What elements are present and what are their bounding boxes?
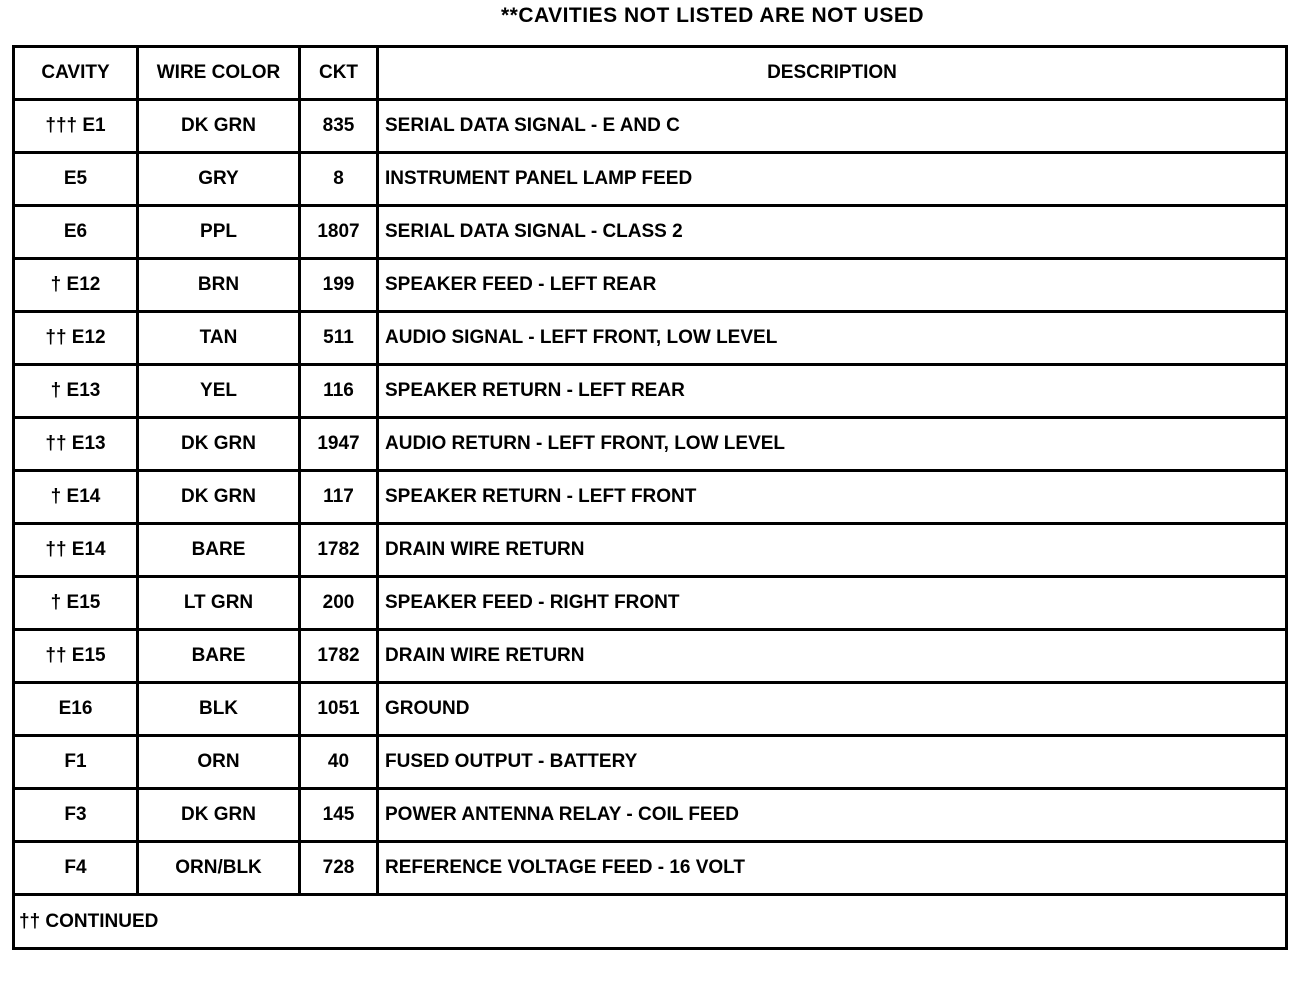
wire-color-cell: DK GRN [138,418,300,471]
header-description: DESCRIPTION [378,47,1287,100]
ckt-cell: 40 [300,736,378,789]
description-cell: SPEAKER RETURN - LEFT FRONT [378,471,1287,524]
cavity-cell: † E14 [14,471,138,524]
cavity-cell: F3 [14,789,138,842]
cavity-cell: †† E12 [14,312,138,365]
wire-color-cell: BARE [138,630,300,683]
table-row [14,418,1287,471]
wire-color-cell: GRY [138,153,300,206]
cavity-cell: F1 [14,736,138,789]
description-cell: REFERENCE VOLTAGE FEED - 16 VOLT [378,842,1287,895]
description-cell: SERIAL DATA SIGNAL - CLASS 2 [378,206,1287,259]
table-row [14,630,1287,683]
table-row [14,789,1287,842]
connector-cavity-table [12,45,1288,950]
table-row [14,153,1287,206]
wire-color-cell: BLK [138,683,300,736]
table-header-row [14,47,1287,100]
ckt-cell: 835 [300,100,378,153]
description-cell: AUDIO RETURN - LEFT FRONT, LOW LEVEL [378,418,1287,471]
cavity-cell: † E13 [14,365,138,418]
wire-color-cell: ORN/BLK [138,842,300,895]
table-row [14,312,1287,365]
wire-color-cell: DK GRN [138,471,300,524]
cavity-cell: †† E13 [14,418,138,471]
table-footer-row [14,895,1287,949]
table-row [14,683,1287,736]
cavity-cell: F4 [14,842,138,895]
ckt-cell: 728 [300,842,378,895]
cavity-cell: † E12 [14,259,138,312]
description-cell: DRAIN WIRE RETURN [378,630,1287,683]
wire-color-cell: TAN [138,312,300,365]
cavity-cell: † E15 [14,577,138,630]
description-cell: INSTRUMENT PANEL LAMP FEED [378,153,1287,206]
ckt-cell: 1807 [300,206,378,259]
ckt-cell: 8 [300,153,378,206]
description-cell: GROUND [378,683,1287,736]
unused-cavities-note: **CAVITIES NOT LISTED ARE NOT USED [500,4,925,27]
table-row [14,736,1287,789]
cavity-cell: †† E14 [14,524,138,577]
wire-color-cell: LT GRN [138,577,300,630]
description-cell: SPEAKER FEED - LEFT REAR [378,259,1287,312]
header-cavity: CAVITY [14,47,138,100]
table-row [14,577,1287,630]
wire-color-cell: YEL [138,365,300,418]
description-cell: FUSED OUTPUT - BATTERY [378,736,1287,789]
wire-color-cell: BARE [138,524,300,577]
wire-color-cell: PPL [138,206,300,259]
description-cell: SERIAL DATA SIGNAL - E AND C [378,100,1287,153]
cavity-cell: E16 [14,683,138,736]
table-row [14,100,1287,153]
description-cell: DRAIN WIRE RETURN [378,524,1287,577]
ckt-cell: 1051 [300,683,378,736]
wire-color-cell: DK GRN [138,100,300,153]
cavity-cell: E6 [14,206,138,259]
cavity-cell: †† E15 [14,630,138,683]
header-ckt: CKT [300,47,378,100]
continued-note: †† CONTINUED [14,895,1287,949]
cavity-cell: ††† E1 [14,100,138,153]
ckt-cell: 1782 [300,524,378,577]
table-row [14,206,1287,259]
header-wire-color: WIRE COLOR [138,47,300,100]
description-cell: AUDIO SIGNAL - LEFT FRONT, LOW LEVEL [378,312,1287,365]
description-cell: POWER ANTENNA RELAY - COIL FEED [378,789,1287,842]
wire-color-cell: ORN [138,736,300,789]
table-row [14,259,1287,312]
table-row [14,365,1287,418]
ckt-cell: 200 [300,577,378,630]
ckt-cell: 199 [300,259,378,312]
ckt-cell: 511 [300,312,378,365]
table-row [14,524,1287,577]
table-body [14,100,1287,895]
table-row [14,471,1287,524]
wire-color-cell: BRN [138,259,300,312]
ckt-cell: 117 [300,471,378,524]
ckt-cell: 1782 [300,630,378,683]
ckt-cell: 1947 [300,418,378,471]
description-cell: SPEAKER FEED - RIGHT FRONT [378,577,1287,630]
table-row [14,842,1287,895]
description-cell: SPEAKER RETURN - LEFT REAR [378,365,1287,418]
wire-color-cell: DK GRN [138,789,300,842]
ckt-cell: 145 [300,789,378,842]
ckt-cell: 116 [300,365,378,418]
cavity-cell: E5 [14,153,138,206]
